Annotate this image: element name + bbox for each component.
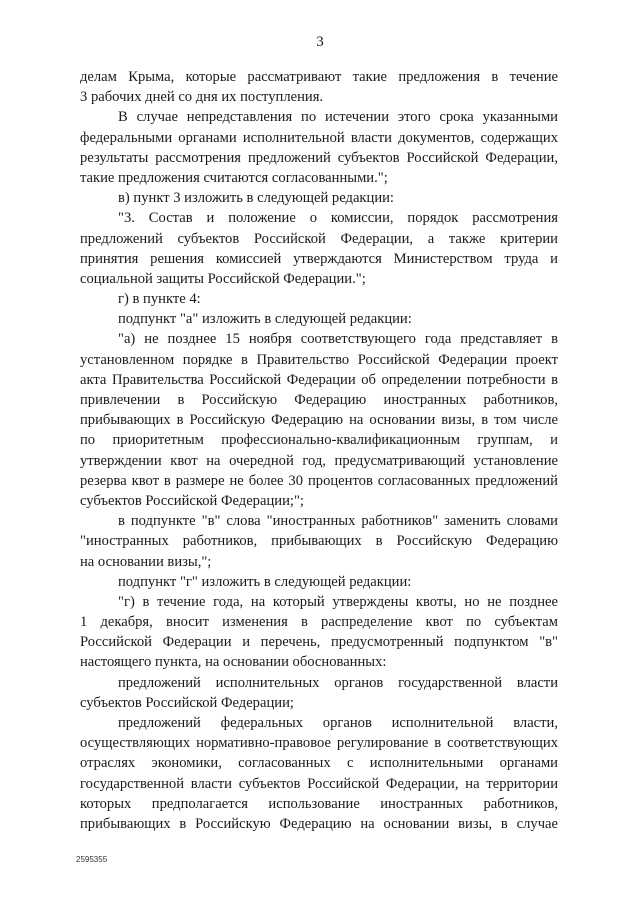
text-line: предложений исполнительных органов государственной власти xyxy=(118,674,558,691)
text-line: федеральными органами исполнительной власти документов, содержащих xyxy=(80,129,558,146)
text-line: прибывающих в Российскую Федерацию на основании визы, в случае xyxy=(80,815,558,832)
text-line: "а) не позднее 15 ноября соответствующего года представляет в xyxy=(118,331,558,348)
text-line: настоящего пункта, на основании обоснованных: xyxy=(80,654,387,671)
text-line: результаты рассмотрения предложений субъектов Российской Федерации, xyxy=(80,149,558,166)
text-line: которых предполагается использование иностранных работников, xyxy=(80,795,558,812)
text-line: 3 рабочих дней со дня их поступления. xyxy=(80,89,324,106)
text-line: субъектов Российской Федерации; xyxy=(80,694,294,711)
text-line: Российской Федерации и перечень, предусмотренный подпунктом "в" xyxy=(80,634,558,651)
text-line: подпункт "а" изложить в следующей редакции: xyxy=(118,311,412,328)
text-line: предложений субъектов Российской Федерации, а также критерии xyxy=(80,230,558,247)
text-line: субъектов Российской Федерации;"; xyxy=(80,492,304,509)
text-line: делам Крыма, которые рассматривают такие предложения в течение xyxy=(80,69,558,85)
text-line: "3. Состав и положение о комиссии, порядок рассмотрения xyxy=(118,210,558,227)
text-line: резерва квот в размере не более 30 процентов согласованных предложений xyxy=(80,472,558,489)
text-line: такие предложения считаются согласованными."; xyxy=(80,169,388,186)
text-line: предложений федеральных органов исполнительной власти, xyxy=(118,715,558,731)
text-line: утверждении квот на очередной год, предусматривающий установление xyxy=(80,452,558,469)
text-line: осуществляющих нормативно-правовое регулирование в соответствующих xyxy=(80,735,558,752)
text-line: в) пункт 3 изложить в следующей редакции: xyxy=(118,190,394,207)
text-line: государственной власти субъектов Российской Федерации, на территории xyxy=(80,775,558,792)
text-line: привлечении в Российскую Федерацию иностранных работников, xyxy=(80,392,558,408)
page-number: 3 xyxy=(316,34,324,50)
text-line: установленном порядке в Правительство Российской Федерации проект xyxy=(80,351,558,368)
text-line: по приоритетным профессионально-квалификационным группам, и xyxy=(80,432,558,449)
text-line: отраслях экономики, согласованных с исполнительными органами xyxy=(80,755,558,772)
text-line: социальной защиты Российской Федерации."; xyxy=(80,270,366,287)
text-line: подпункт "г" изложить в следующей редакции: xyxy=(118,573,412,590)
text-line: г) в пункте 4: xyxy=(118,291,201,308)
text-line: "иностранных работников, прибывающих в Российскую Федерацию xyxy=(80,533,558,550)
text-line: прибывающих в Российскую Федерацию на основании визы, в том числе xyxy=(80,412,558,429)
document-code: 2595355 xyxy=(76,855,108,864)
text-line: В случае непредставления по истечении этого срока указанными xyxy=(118,109,558,126)
text-line: принятия решения комиссией утверждаются Министерством труда и xyxy=(80,250,558,267)
text-line: "г) в течение года, на который утверждены квоты, но не позднее xyxy=(118,593,558,610)
document-body xyxy=(80,67,558,834)
text-line: акта Правительства Российской Федерации об определении потребности в xyxy=(80,371,558,388)
text-line: на основании визы,"; xyxy=(80,553,212,570)
text-line: в подпункте "в" слова "иностранных работников" заменить словами xyxy=(118,513,558,530)
text-line: 1 декабря, вносит изменения в распределение квот по субъектам xyxy=(80,614,558,631)
